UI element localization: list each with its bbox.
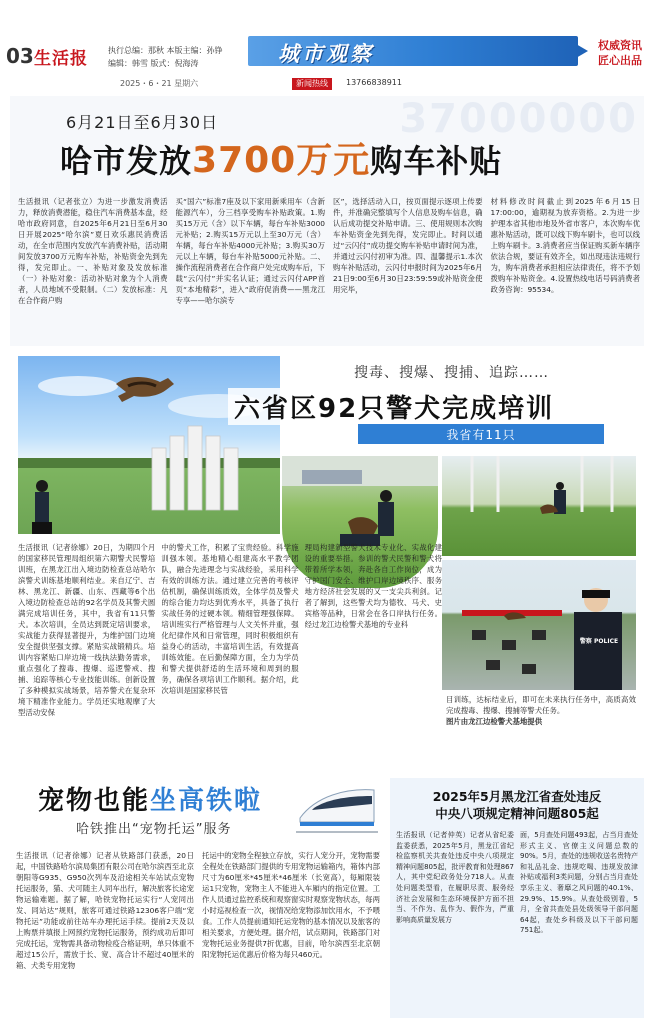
body-column: 理局构建新型警犬技术专业化、实战化建设的重要举措。参训的警犬民警和警犬将带着所学本领，奔赴各自工作岗位，成为守护国门安全、维护口岸边境秩序、服务地方经济社会发展的又一支尖兵利剑。记者了解到，这些警犬均为德牧、马犬、史宾格等品种，日常会在各口岸执行任务。经过龙江边检警犬基地的专业科: [304, 543, 442, 629]
body-column: 买“国六”标准7座及以下家用新乘用车（含新能源汽车），分三档享受购车补贴政策。1.购买15万元（含）以下车辆，每台车补贴3000元补贴；2.购买15万元以上至30万元（含）车辆，每台车补贴4000元补贴；3.购买30万元以上车辆，每台车补贴5000元补贴。二、操作流程消费者在合作商户处完成购车后，下载“云闪付”并实名认证；通过云闪付APP首页“本地精彩”，进入“政府促消费——黑龙江专享——哈尔滨专: [175, 197, 325, 305]
body-column: 生活报讯（记者仲英）记者从省纪委监委获悉，2025年5月，黑龙江省纪检监察机关共查处违反中央八项规定精神问题805起，批评教育和处理867人，其中党纪政务处分718人。从查处问题类型看，在履职尽责、服务经济社会发展和生态环境保护方面不担当、不作为、乱作为、假作为，严重影响高质量发展方: [396, 831, 514, 924]
article-body: [396, 830, 638, 1014]
slogan: [598, 38, 642, 68]
body-column: 生活报讯（记者徐娜）记者从铁路部门获悉，20日起，中国铁路哈尔滨局集团有限公司在哈尔滨西至北京朝阳等G935、G950次列车及沿途相关车站试点宠物托运服务，猫、犬可随主人同车出行，解决旅客长途宠物运输难题。据了解，哈铁宠物托运实行“人宠同出发、同站达”规则，旅客可通过铁路12306客户端“宠物托运”功能或前往站车办理托运手续。提前2天及以上购票并填报上网预约宠物托运服务，预约成功后即可完成托运，宠物需具备动物检疫合格证明，单只体重不超过15公斤，需放于长、宽、高合计不超过40厘米的箱、犬类专用宠物: [16, 851, 194, 970]
body-column: 生活报讯（记者张立）为进一步激发消费活力，释放消费潜能，稳住汽车消费基本盘，经哈市政府同意，自2025年6月21日至6月30日开展2025“哈尔滨”夏日欢乐惠民消费活动，在全市范围内发放汽车消费补贴，活动期间发放3700万元购车补贴，补贴资金先到先得，发完即止。一、补贴对象及发放标准（一）补贴对象：活动补贴对象为个人消费者，人员地域不受限制。（二）发放标准：凡在合作商户购: [18, 197, 168, 305]
car-subsidy-article: [10, 96, 644, 346]
photo-dog-woods: [442, 456, 636, 556]
slogan-line-2: 匠心出品: [598, 54, 642, 67]
body-column: 托运中的宠物全程独立存放，实行人宠分开，宠物需要全程处在铁路部门提供的专用宠物运输箱内，箱体内部尺寸为60厘米*45厘米*46厘米（长宽高），每厢限装运1只宠物，宠物主人不能进入车厢内的指定位置。工作人员通过监控系统和观察窗实时观察宠物状态，每两小时巡视检查一次，视情况给宠物添加饮用水，不予喂食。工作人员提前通知托运宠物的基本情况以及旅客的相关要求，方便处理。据介绍，试点期间，铁路部门对宠物托运业务提供7折优惠，目前，哈尔滨西至北京朝阳宠物托运优惠后价格为每只460元。: [202, 851, 380, 959]
pet-train-article: [10, 772, 384, 1018]
body-column-continued: [446, 694, 636, 758]
photo-caption: 图片由龙江边检警犬基地提供: [446, 717, 543, 726]
credits-line-1: 执行总编：那秋 本版主编：孙铮: [108, 46, 223, 55]
headline-highlight: 坐高铁啦: [150, 786, 263, 816]
article-kicker: 搜毒、搜爆、搜捕、追踪……: [354, 365, 549, 381]
photo-dog-woods-art: [442, 456, 636, 556]
photo-leaping-dog: [18, 356, 280, 534]
subheadline-bar: [358, 424, 604, 444]
background-number: 37000000: [399, 96, 638, 142]
body-column: 生活报讯（记者徐娜）20日，为期四个月的国家移民管理局组织第六期警犬民警培训班，在黑龙江出入境边防检查总站哈尔滨警犬训练基地顺利结业。来自辽宁、吉林、黑龙江、新疆、山东、西藏等6个出入境边防检查总站的92名学员及其警犬圆满完成培训任务，其中，我省有11只警犬。本次培训，全员达到既定培训要求，实战能力获得显著提升，为维护国门边境安全提供坚强支撑。紧贴实战锻精兵。培训内容紧贴口岸边境一线执法勤务需求，重点强化了搜毒、搜爆、巡逻警戒、搜捕、追踪等核心专业技能训练。创新设置了多种模拟实战场景，培养警犬在复杂环境下精准作业能力。学员还实地观摩了大型活动安保: [18, 543, 156, 717]
photo-police-officer-dogs-art: [442, 560, 636, 690]
article-body: [18, 196, 640, 342]
headline-part: 宠物也能: [38, 786, 151, 816]
body-column: 中的警犬工作，积累了宝贵经验。科学施训强本领。基地精心组建高水平教学团队，融合先进理念与实战经验，采用科学有效的训练方法。通过建立完善的考核评估机制，确保训练质效，全体学员及警犬的综合能力均达到优秀水平，具备了执行实战任务的过硬本领。精细管理强保障。培训班实行严格管理与人文关怀并重，强化纪律作风和日常管理，同时积极组织有益身心的活动，丰富培训生活，有效提高训练效能。在后勤保障方面，全力为学员和警犬提供舒适的生活环境和周到的服务，确保各项培训工作顺利。据介绍，此次培训是国家移民管: [161, 543, 299, 695]
headline-line-2: 中央八项规定精神问题805起: [435, 806, 599, 821]
editor-credits: [108, 44, 223, 70]
article-subheadline: 我省有11只: [446, 428, 516, 442]
page-number: 03: [6, 44, 34, 68]
headline-part: 哈市发放: [60, 142, 193, 180]
police-dog-article: [10, 352, 644, 764]
section-banner: [248, 36, 578, 66]
hotline-number: 13766838911: [346, 78, 402, 87]
article-headline: [60, 132, 502, 183]
police-patch-text: 警察 POLICE: [579, 638, 619, 645]
photo-leaping-dog-art: [18, 356, 280, 534]
headline-part: 购车补贴: [370, 142, 503, 180]
headline-line-1: 2025年5月黑龙江省查处违反: [432, 789, 602, 804]
article-body: [18, 542, 442, 758]
body-column: 区”，选择活动入口，按页面提示逐项上传要件，并准确完整填写个人信息及购车信息，确认后成功提交补贴申请。三、使用规则本次购车补贴资金先到先得，发完即止。时间以通过“云闪付”成功提交购车补贴申请时间为准，并通过云闪付初审为准。四、温馨提示1.本次购车补贴活动，云闪付申报时间为2025年6月21日9:00至6月30日23:59:59或补贴资金使用完毕，: [333, 197, 483, 294]
photo-police-officer-dogs: [442, 560, 636, 690]
hotline-label: 新闻热线: [292, 78, 332, 90]
headline-highlight: 3700万元: [192, 140, 371, 181]
article-headline: [396, 788, 638, 822]
article-headline: [38, 780, 262, 817]
slogan-line-1: 权威资讯: [598, 39, 642, 52]
article-body: [16, 850, 380, 1014]
article-headline: 六省区92只警犬完成培训: [228, 388, 560, 425]
date-bar: [96, 78, 516, 92]
issue-date: 2025・6・21 星期六: [120, 79, 199, 88]
body-column: 材料修改时间截止到2025年6月15日17:00:00，逾期视为放弃资格。2.为进一步护理本省其他市地及外省市客户，本次购车优惠补贴活动，既可以线下购车刷卡，也可以线上购车刷卡。3.消费者应当保证购买新车辆序依法合规，要证有效齐全，如出现违法违规行为，购车消费者承担相应法律责任，将不予划拨购车补贴资金。4.设置热线电话号码消费者政务咨询：95534。: [490, 197, 640, 294]
paper-logo: 生活报: [34, 49, 88, 69]
high-speed-train-icon: [296, 778, 378, 838]
body-column: 面，5月查处问题493起，占当月查处形式主义、官僚主义问题总数的90%。5月，查处的违规收送名贵特产和礼品礼金、违规吃喝、违规发放津补贴或福利3类问题，分别占当月查处享乐主义、奢靡之风问题的40.1%、29.9%、15.9%。从查处级别看，5月，全省共查处县处级领导干部问题64起，查处乡科级及以下干部问题751起。: [520, 831, 638, 935]
section-title: 城市观察: [278, 42, 374, 66]
article-subheadline: 哈铁推出“宠物托运”服务: [76, 822, 232, 837]
discipline-report-article: [390, 778, 644, 1018]
article-kicker: 6月21日至6月30日: [66, 113, 219, 132]
credits-line-2: 编辑：韩雪 版式：倪海涛: [108, 59, 199, 68]
masthead: [0, 0, 654, 88]
body-text: 目训练，达标结业后，即可在未来执行任务中，高质高效完成搜毒、搜爆、搜捕等警犬任务。: [446, 695, 636, 715]
